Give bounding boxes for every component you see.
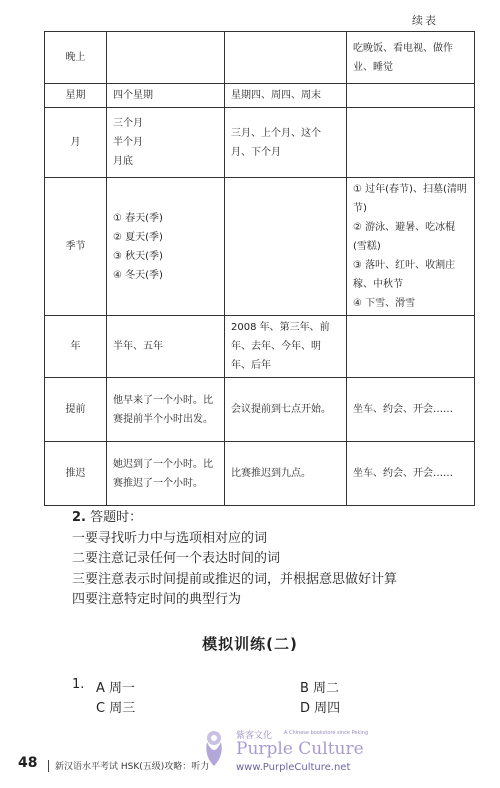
cell-line: 坐车、约会、开会…… — [353, 468, 453, 479]
cell-line: 半个月 — [113, 137, 143, 148]
table-cell — [107, 108, 225, 178]
table-row — [45, 32, 475, 84]
row-label: 季节 — [45, 178, 107, 316]
answer-tips — [72, 508, 397, 611]
table-row — [45, 316, 475, 378]
table-cell — [225, 316, 347, 378]
question-number: 1. — [72, 677, 85, 692]
cell-line: 比赛推迟到九点。 — [231, 468, 311, 479]
watermark — [200, 726, 490, 781]
tip-item: 一要寻找听力中与选项相对应的词 — [72, 530, 268, 546]
table-cell — [347, 108, 475, 178]
row-label: 年 — [45, 316, 107, 378]
tips-heading-text: 答题时： — [90, 510, 143, 525]
watermark-url: www.PurpleCulture.net — [236, 762, 351, 773]
cell-line: 她迟到了一个小时。比赛推迟了一个小时。 — [113, 458, 213, 489]
watermark-brand: Purple Culture — [236, 739, 364, 759]
cell-line: 2008 年、第三年、前年、去年、今年、明年、后年 — [231, 322, 330, 371]
table-cell — [225, 378, 347, 442]
option-a: A 周一 — [96, 681, 136, 696]
table-cell — [347, 84, 475, 108]
cell-line: 三月、上个月、这个月、下个月 — [231, 127, 321, 158]
option-d: D 周四 — [300, 701, 341, 716]
cell-line: ③ 秋天(季) — [113, 250, 163, 262]
table-cell — [347, 32, 475, 84]
cell-line: ④ 冬天(季) — [113, 269, 163, 281]
watermark-cn: 紫客文化 — [236, 731, 273, 741]
table-cell — [225, 178, 347, 316]
table-cell — [107, 316, 225, 378]
cell-line: ① 春天(季) — [113, 212, 163, 224]
table-body — [45, 32, 475, 506]
table-cell — [225, 108, 347, 178]
cell-line: 半年、五年 — [113, 341, 163, 352]
table-cell — [107, 442, 225, 506]
cell-line: 会议提前到七点开始。 — [231, 404, 331, 415]
table-cell — [347, 378, 475, 442]
drill-title: 模拟训练(二) — [202, 635, 298, 653]
page-number: 48 — [18, 755, 38, 771]
table-row — [45, 178, 475, 316]
table-cell — [347, 442, 475, 506]
table-row — [45, 84, 475, 108]
cell-line: 他早来了一个小时。比赛提前半个小时出发。 — [113, 394, 213, 425]
book-title: 新汉语水平考试 HSK(五级)攻略：听力 — [55, 762, 210, 772]
cell-line: ① 过年(春节)、扫墓(清明节) — [353, 184, 467, 214]
cell-line: ② 游泳、避暑、吃冰棍(雪糕) — [353, 222, 456, 252]
cell-line: 三个月 — [113, 118, 143, 129]
row-label: 推迟 — [45, 442, 107, 506]
cell-line: ③ 落叶、红叶、收割庄稼、中秋节 — [353, 260, 456, 290]
tips-heading-number: 2. — [72, 510, 86, 525]
cell-line: 四个星期 — [113, 90, 153, 101]
table-cell — [107, 378, 225, 442]
tip-item: 二要注意记录任何一个表达时间的词 — [72, 551, 281, 566]
row-label: 月 — [45, 108, 107, 178]
table-cell — [347, 316, 475, 378]
tip-item: 三要注意表示时间提前或推迟的词，并根据意思做好计算 — [72, 571, 398, 587]
cell-line: 星期四、周四、周末 — [231, 90, 321, 101]
cell-line: 吃晚饭、看电视、做作业、睡觉 — [353, 42, 453, 73]
footer-divider — [48, 760, 49, 772]
cell-line: 月底 — [113, 156, 133, 167]
cell-line: ④ 下雪、滑雪 — [353, 298, 416, 309]
table-cell — [347, 178, 475, 316]
table-cell — [225, 84, 347, 108]
table-row — [45, 378, 475, 442]
time-expression-table — [44, 31, 475, 506]
table-cell — [107, 84, 225, 108]
cell-line: 坐车、约会、开会…… — [353, 404, 453, 415]
cell-line: ② 夏天(季) — [113, 231, 163, 243]
watermark-logo-icon — [200, 728, 228, 768]
table-row — [45, 442, 475, 506]
tips-heading — [72, 508, 397, 529]
table-cell — [225, 32, 347, 84]
table-cell — [107, 178, 225, 316]
continued-label: 续表 — [412, 14, 438, 27]
watermark-tagline: A Chinese bookstore since Peking — [284, 730, 369, 736]
tip-item: 四要注意特定时间的典型行为 — [72, 592, 242, 607]
row-label: 星期 — [45, 84, 107, 108]
option-b: B 周二 — [300, 681, 340, 696]
table-cell — [107, 32, 225, 84]
table-cell — [225, 442, 347, 506]
option-c: C 周三 — [96, 701, 136, 716]
table-row — [45, 108, 475, 178]
row-label: 晚上 — [45, 32, 107, 84]
row-label: 提前 — [45, 378, 107, 442]
